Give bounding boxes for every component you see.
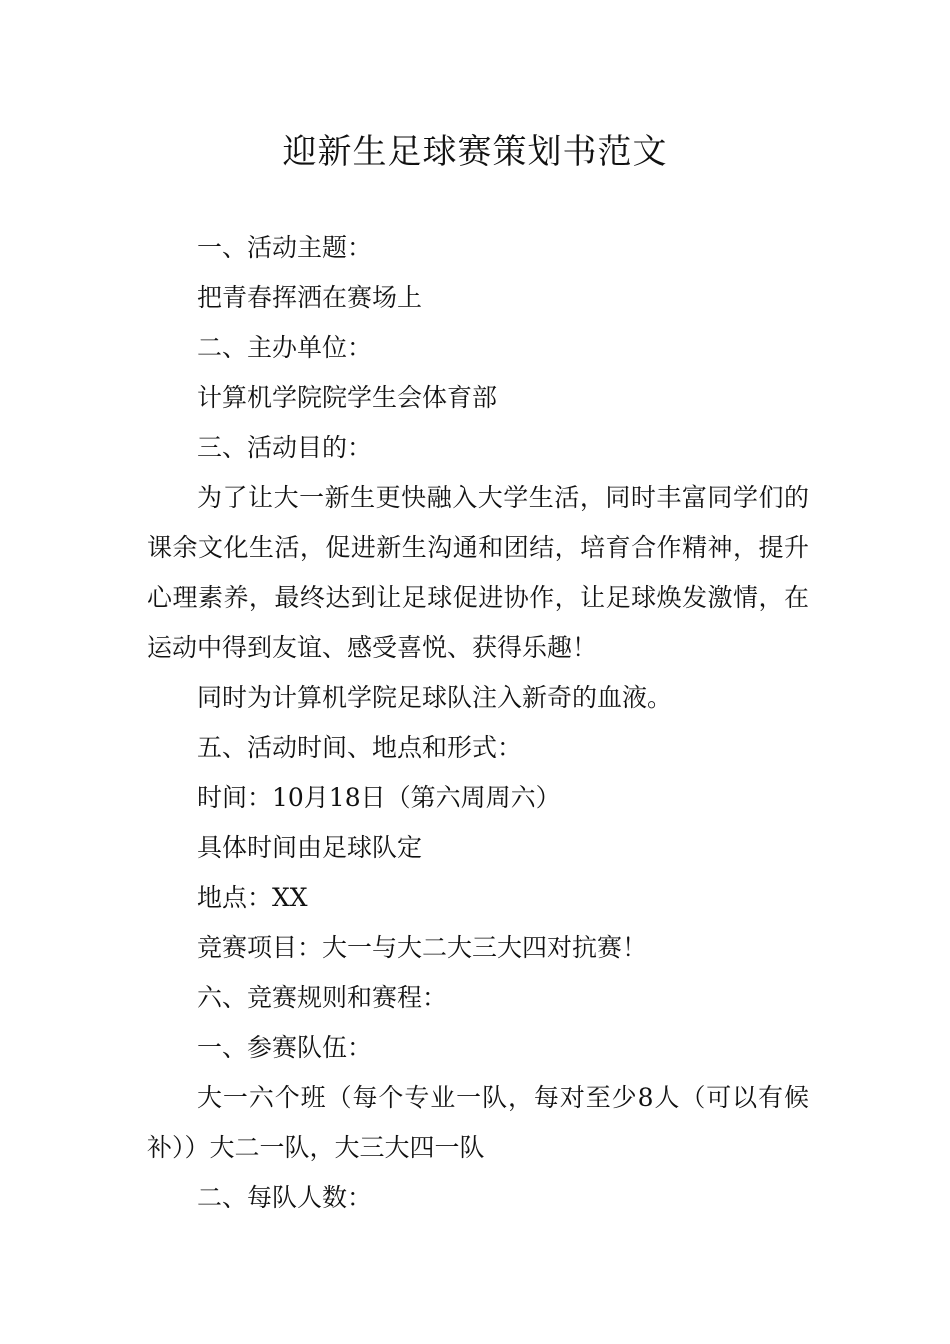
section-heading-organizer: 二、主办单位： — [197, 333, 373, 362]
teams-text: 大一六个班（每个专业一队，每对至少8人（可以有候补））大二一队，大三大四一队 — [147, 1083, 809, 1162]
document-body — [147, 223, 809, 1223]
section-heading-purpose: 三、活动目的： — [197, 433, 373, 462]
time-detail-text: 具体时间由足球队定 — [197, 833, 423, 862]
document-title: 迎新生足球赛策划书范文 — [282, 132, 668, 172]
purpose-text: 为了让大一新生更快融入大学生活，同时丰富同学们的课余文化生活，促进新生沟通和团结，培育合作精神，提升心理素养，最终达到让足球促进协作，让足球焕发激情，在运动中得到友谊、感受喜悦、获得乐趣！ — [147, 483, 809, 662]
subheading-teams: 一、参赛队伍： — [197, 1033, 373, 1062]
section-heading-time-place: 五、活动时间、地点和形式： — [197, 733, 523, 762]
theme-text: 把青春挥洒在赛场上 — [197, 283, 423, 312]
time-text: 时间：10月18日（第六周周六） — [197, 783, 561, 812]
section-heading-rules: 六、竞赛规则和赛程： — [197, 983, 448, 1012]
organizer-text: 计算机学院院学生会体育部 — [197, 383, 498, 412]
purpose-text-2: 同时为计算机学院足球队注入新奇的血液。 — [197, 683, 673, 712]
section-heading-theme: 一、活动主题： — [197, 233, 373, 262]
place-text: 地点：XX — [197, 883, 308, 912]
event-text: 竞赛项目：大一与大二大三大四对抗赛！ — [197, 933, 648, 962]
subheading-team-size: 二、每队人数： — [197, 1183, 373, 1212]
